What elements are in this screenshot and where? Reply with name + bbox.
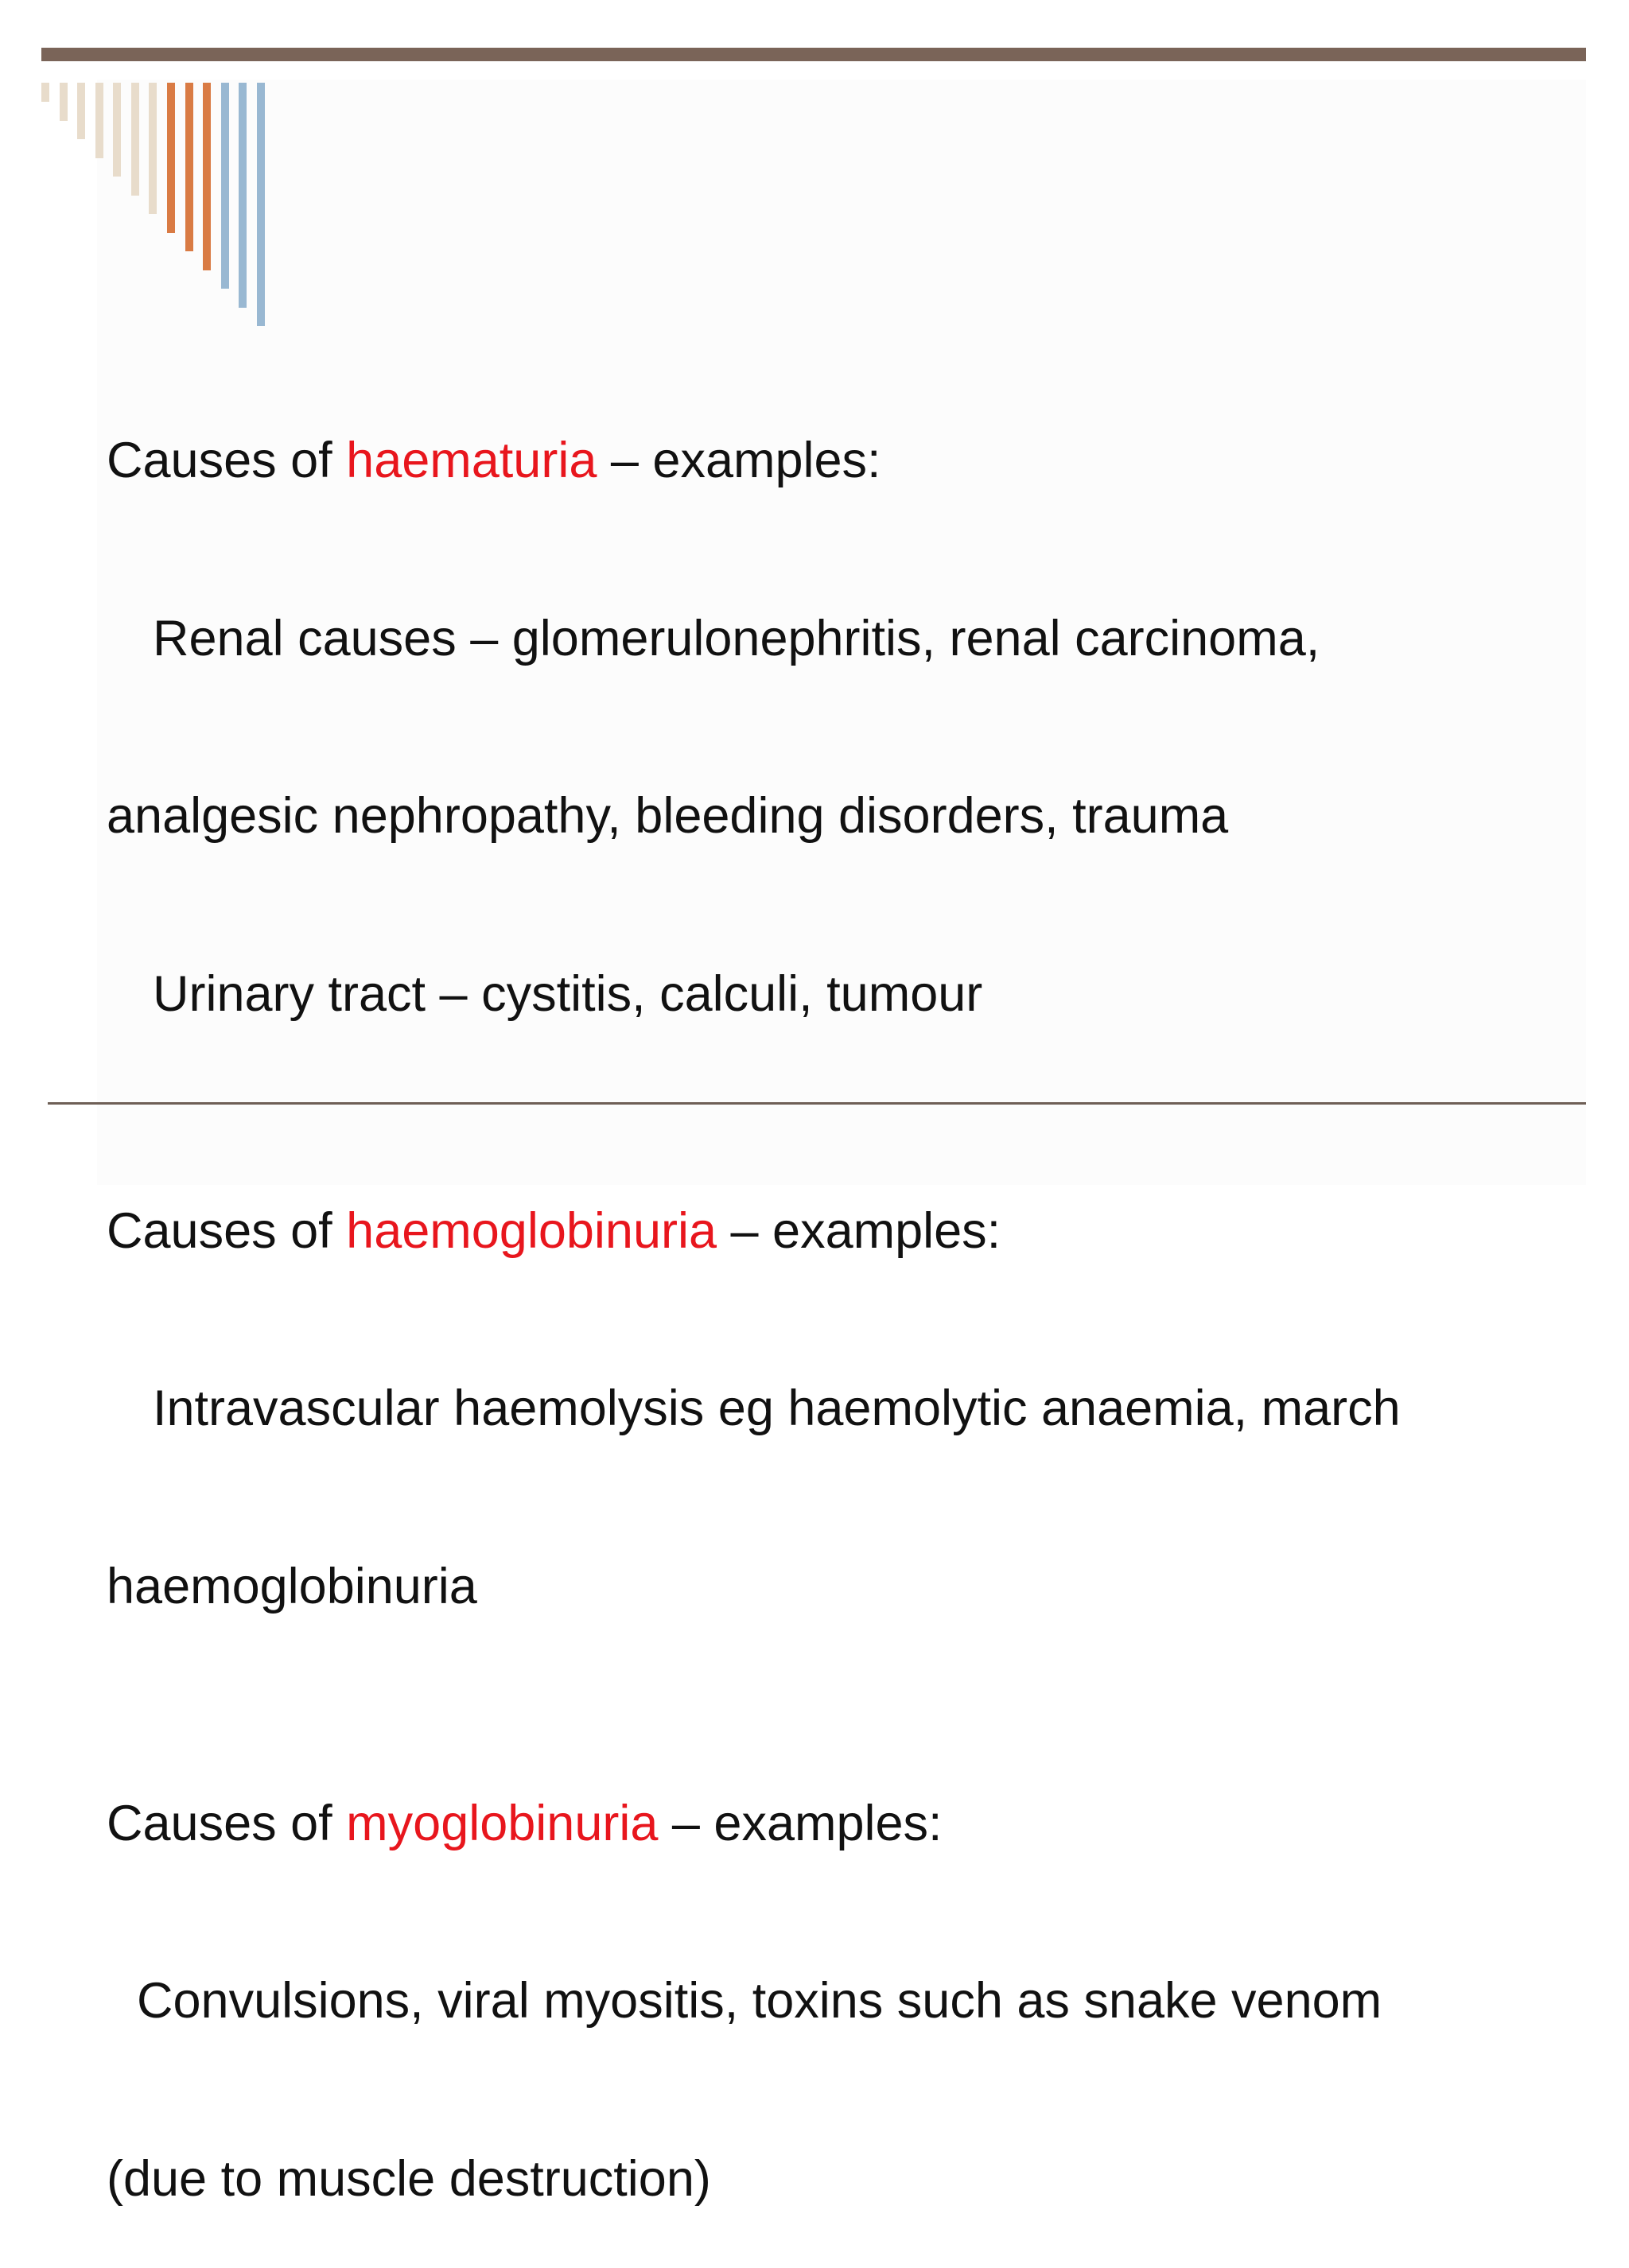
heading-myoglobinuria [107, 1794, 1586, 1854]
heading-haematuria [107, 431, 1586, 491]
haemoglobinuria-item-intravascular: Intravascular haemolysis eg haemolytic anaemia, march [153, 1381, 1401, 1436]
stripe-blue [257, 83, 265, 326]
heading-haemoglobinuria [107, 1202, 1586, 1261]
haemoglobinuria-item-continued: haemoglobinuria [107, 1558, 477, 1614]
slide-body-text [107, 313, 1586, 2268]
stripe-beige [149, 83, 157, 214]
heading-suffix: – examples: [597, 433, 881, 488]
haematuria-item-urinary-tract: Urinary tract – cystitis, calculi, tumour [153, 965, 983, 1022]
highlight-term-haematuria: haematuria [346, 433, 597, 488]
stripe-orange [167, 83, 175, 233]
highlight-term-myoglobinuria: myoglobinuria [346, 1795, 659, 1851]
myoglobinuria-item-convulsions: Convulsions, viral myositis, toxins such as snake venom [137, 1973, 1382, 2029]
heading-suffix: – examples: [717, 1202, 1001, 1259]
myoglobinuria-item-continued: (due to muscle destruction) [107, 2150, 711, 2207]
heading-suffix: – examples: [658, 1795, 943, 1851]
stripe-blue [239, 83, 247, 308]
stripe-beige [95, 83, 103, 158]
stripe-orange [203, 83, 211, 270]
stripe-beige [113, 83, 121, 177]
haematuria-item-renal: Renal causes – glomerulonephritis, renal carcinoma, [153, 610, 1320, 666]
stripe-blue [221, 83, 229, 289]
heading-prefix: Causes of [107, 433, 347, 488]
stripe-beige [131, 83, 139, 196]
stripe-beige [41, 83, 49, 102]
heading-prefix: Causes of [107, 1795, 347, 1851]
stripe-beige [77, 83, 85, 139]
haematuria-item-renal-continued: analgesic nephropathy, bleeding disorders, trauma [107, 788, 1229, 844]
stripe-beige [60, 83, 68, 121]
highlight-term-haemoglobinuria: haemoglobinuria [346, 1202, 717, 1259]
bottom-rule [48, 1102, 1586, 1105]
top-rule [41, 48, 1586, 61]
heading-prefix: Causes of [107, 1202, 347, 1259]
stripe-orange [185, 83, 193, 251]
